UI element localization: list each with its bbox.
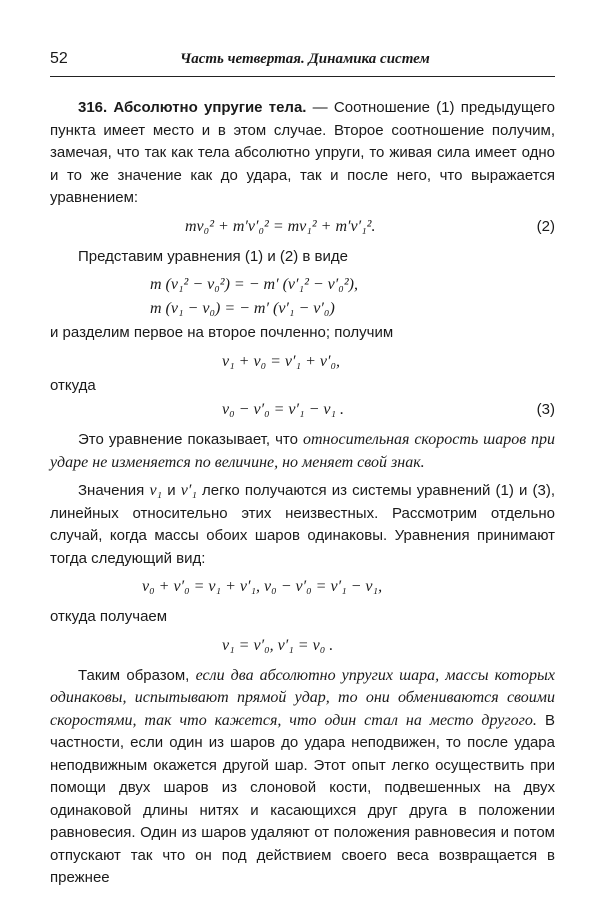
section-intro: — Соотношение (1) предыдущего пункта имеет место и в этом случае. Второе соотношение получим, замечая, что так как тела абсолютно упруги, то живая сила имеет одно и то же значение как до удара, так и после него, что выражается уравнением: [50, 99, 555, 206]
page-body [50, 97, 555, 896]
header-rule [50, 76, 555, 77]
sum-equation-formula: v₁ + v₀ = v′₁ + v′₀, [222, 352, 341, 370]
system-equation-b-formula: m (v₁ − v₀) = − m′ (v′₁ − v′₀) [150, 300, 335, 317]
equation-3-number: (3) [536, 401, 555, 418]
running-title: Часть четвертая. Динамика систем [180, 51, 430, 67]
relative-speed-lead: Это уравнение показывает, что [78, 431, 303, 448]
equal-mass-formula: v₀ + v′₀ = v₁ + v′₁, v₀ − v′₀ = v′₁ − v₁, [142, 578, 383, 595]
system-equation-a [50, 274, 555, 298]
paragraph-conclusion [50, 665, 555, 890]
section-heading: 316. Абсолютно упругие тела. [78, 99, 307, 116]
equation-2-number: (2) [536, 217, 555, 235]
relative-speed-italic: относительная скорость шаров при ударе не изменяется по величине, но меняет свой знак. [50, 431, 555, 471]
equation-2 [50, 216, 555, 242]
paragraph-relative-speed [50, 429, 555, 474]
page-number: 52 [50, 50, 68, 67]
paragraph-represent: Представим уравнения (1) и (2) в виде [78, 247, 348, 265]
result-equations [50, 635, 555, 661]
equation-3-formula: v₀ − v′₀ = v′₁ − v₁ . [222, 401, 345, 418]
system-equation-b [50, 298, 555, 322]
equation-3 [50, 399, 555, 425]
values-lead: Значения [78, 482, 150, 499]
symbol-v1-prime: v′₁ [180, 482, 197, 499]
section-paragraph [50, 97, 555, 210]
paragraph-divide: и разделим первое на второе почленно; получим [50, 324, 394, 341]
conclusion-lead: Таким образом, [78, 666, 196, 684]
paragraph-whence: откуда [50, 376, 96, 394]
equation-2-formula: mv₀² + m′v′₀² = mv₁² + m′v′₁². [185, 217, 376, 235]
result-formula: v₁ = v′₀, v′₁ = v₀ . [222, 636, 334, 654]
values-rest: легко получаются из системы уравнений (1) и (3), линейных относительно этих неизвестных. Рассмотрим отдельно случай, когда массы обоих шаров одинаковы. Уравнения принимают тогда следующий вид: [50, 482, 556, 567]
running-header [50, 50, 555, 72]
conclusion-rest: В частности, если один из шаров до удара неподвижен, то после удара неподвижным окажется другой шар. Этот опыт легко осуществить при помощи двух шаров из слоновой кости, подвешенных на двух одинаковой длины нитях и касающихся друг друга в положении равновесия. Один из шаров удаляют от положения равновесия и потом отпускают так что он под действием своего веса возвращается в прежнее [50, 711, 555, 886]
system-equation-a-formula: m (v₁² − v₀²) = − m′ (v′₁² − v′₀²), [150, 276, 358, 293]
sum-equation [50, 351, 555, 375]
conclusion-italic: если два абсолютно упругих шара, массы которых одинаковы, испытывают прямой удар, то они обмениваются своими скоростями, так что кажется, что один стал на место другого. [50, 666, 555, 729]
equal-mass-equations [50, 576, 555, 602]
values-and: и [162, 482, 181, 499]
paragraph-values [50, 480, 555, 570]
symbol-v1: v₁ [149, 482, 163, 499]
paragraph-whence-get: откуда получаем [50, 608, 168, 625]
